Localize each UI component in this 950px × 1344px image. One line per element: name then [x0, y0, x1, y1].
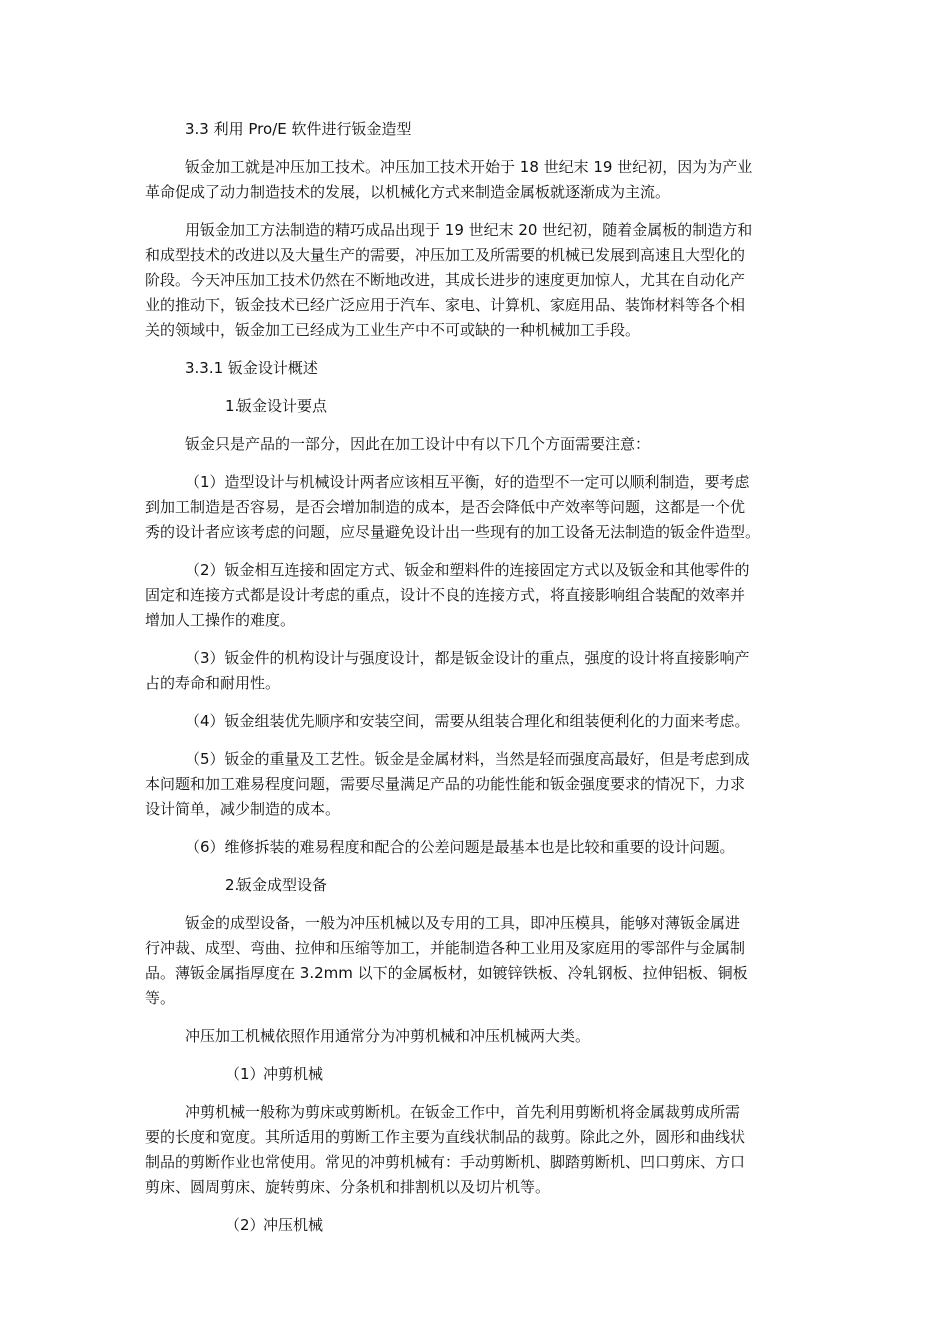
paragraph-history — [145, 218, 810, 343]
paragraph-line: （2）钣金相互连接和固定方式、钣金和塑料件的连接固定方式以及钣金和其他零件的 — [185, 561, 750, 579]
paragraph-line: 革命促成了动力制造技术的发展，以机械化方式来制造金属板就逐渐成为主流。 — [145, 183, 671, 201]
paragraph-line: 用钣金加工方法制造的精巧成品出现于 19 世纪末 20 世纪初，随着金属板的制造方和 — [185, 221, 753, 239]
paragraph-intro-stamping — [145, 155, 810, 205]
paragraph-line: 占的寿命和耐用性。 — [145, 674, 281, 692]
design-point-4 — [145, 709, 810, 734]
design-point-2 — [145, 558, 810, 633]
numbered-heading-number: 2. — [225, 876, 240, 894]
paragraph-line: 冲剪机械一般称为剪床或剪断机。在钣金工作中，首先利用剪断机将金属裁剪成所需 — [185, 1103, 741, 1121]
paragraph-line: 业的推动下，钣金技术已经广泛应用于汽车、家电、计算机、家庭用品、装饰材料等各个相 — [145, 296, 746, 314]
document-body — [145, 117, 810, 1238]
numbered-heading-2 — [145, 873, 810, 898]
design-point-6 — [145, 835, 810, 860]
paragraph-line: （3）钣金件的机构设计与强度设计，都是钣金设计的重点，强度的设计将直接影响产 — [185, 649, 750, 667]
paragraph-line: 固定和连接方式都是设计考虑的重点，设计不良的连接方式，将直接影响组合装配的效率并 — [145, 586, 746, 604]
sub-heading-number: （2） — [225, 1216, 265, 1234]
paragraph-line: 设计简单，减少制造的成本。 — [145, 800, 341, 818]
paragraph-line: 要的长度和宽度。其所适用的剪断工作主要为直线状制品的裁剪。除此之外，圆形和曲线状 — [145, 1128, 746, 1146]
subsection-heading: 3.3.1 钣金设计概述 — [185, 359, 318, 377]
sub-heading-label: 冲压机械 — [263, 1216, 324, 1234]
paragraph-line: 本问题和加工难易程度问题，需要尽量满足产品的功能性能和钣金强度要求的情况下，力求 — [145, 775, 746, 793]
sub-heading-label: 冲剪机械 — [263, 1065, 324, 1083]
paragraph-line: 剪床、圆周剪床、旋转剪床、分条机和排割机以及切片机等。 — [145, 1178, 551, 1196]
paragraph-line: 钣金加工就是冲压加工技术。冲压加工技术开始于 18 世纪末 19 世纪初，因为为产业 — [185, 158, 753, 176]
numbered-heading-1 — [145, 394, 810, 419]
paragraph-line: 到加工制造是否容易，是否会增加制造的成本，是否会降低中产效率等问题，这都是一个优 — [145, 498, 746, 516]
paragraph-line: （4）钣金组装优先顺序和安装空间，需要从组装合理化和组装便利化的力面来考虑。 — [185, 712, 750, 730]
paragraph-line: 增加人工操作的难度。 — [145, 611, 296, 629]
paragraph-line: 制品的剪断作业也常使用。常见的冲剪机械有：手动剪断机、脚踏剪断机、凹口剪床、方口 — [145, 1153, 746, 1171]
design-point-1 — [145, 470, 810, 545]
paragraph-machine-types: 冲压加工机械依照作用通常分为冲剪机械和冲压机械两大类。 — [185, 1027, 591, 1045]
paragraph-line: 阶段。今天冲压加工技术仍然在不断地改进，其成长进步的速度更加惊人，尤其在自动化产 — [145, 271, 746, 289]
paragraph-line: 品。薄钣金属指厚度在 3.2mm 以下的金属板材，如镀锌铁板、冷轧钢板、拉伸铝板、铜板 — [145, 964, 748, 982]
paragraph-line: （5）钣金的重量及工艺性。钣金是金属材料，当然是轻而强度高最好，但是考虑到成 — [185, 750, 750, 768]
sub-heading-number: （1） — [225, 1065, 265, 1083]
paragraph-line: （6）维修拆装的难易程度和配合的公差问题是最基本也是比较和重要的设计问题。 — [185, 838, 735, 856]
paragraph-shearing — [145, 1100, 810, 1200]
numbered-heading-label: 钣金设计要点 — [237, 397, 328, 415]
paragraph-line: 秀的设计者应该考虑的问题，应尽量避免设计出一些现有的加工设备无法制造的钣金件造型。 — [145, 523, 761, 541]
section-heading: 3.3 利用 Pro/E 软件进行钣金造型 — [185, 120, 412, 138]
numbered-heading-number: 1. — [225, 397, 240, 415]
paragraph-line: 和成型技术的改进以及大量生产的需要，冲压加工及所需要的机械已发展到高速且大型化的 — [145, 246, 746, 264]
paragraph-line: 钣金的成型设备，一般为冲压机械以及专用的工具，即冲压模具，能够对薄钣金属进 — [185, 914, 741, 932]
paragraph-design-intro: 钣金只是产品的一部分，因此在加工设计中有以下几个方面需要注意： — [185, 435, 651, 453]
paragraph-forming-equipment — [145, 911, 810, 1011]
paragraph-line: （1）造型设计与机械设计两者应该相互平衡，好的造型不一定可以顺利制造，要考虑 — [185, 473, 750, 491]
design-point-3 — [145, 646, 810, 696]
paragraph-line: 等。 — [145, 989, 176, 1007]
numbered-heading-label: 钣金成型设备 — [237, 876, 328, 894]
paragraph-line: 行冲裁、成型、弯曲、拉伸和压缩等加工，并能制造各种工业用及家庭用的零部件与金属制 — [145, 939, 746, 957]
design-point-5 — [145, 747, 810, 822]
paragraph-line: 关的领域中，钣金加工已经成为工业生产中不可或缺的一种机械加工手段。 — [145, 321, 641, 339]
sub-heading-1 — [145, 1062, 810, 1087]
sub-heading-2 — [145, 1213, 810, 1238]
